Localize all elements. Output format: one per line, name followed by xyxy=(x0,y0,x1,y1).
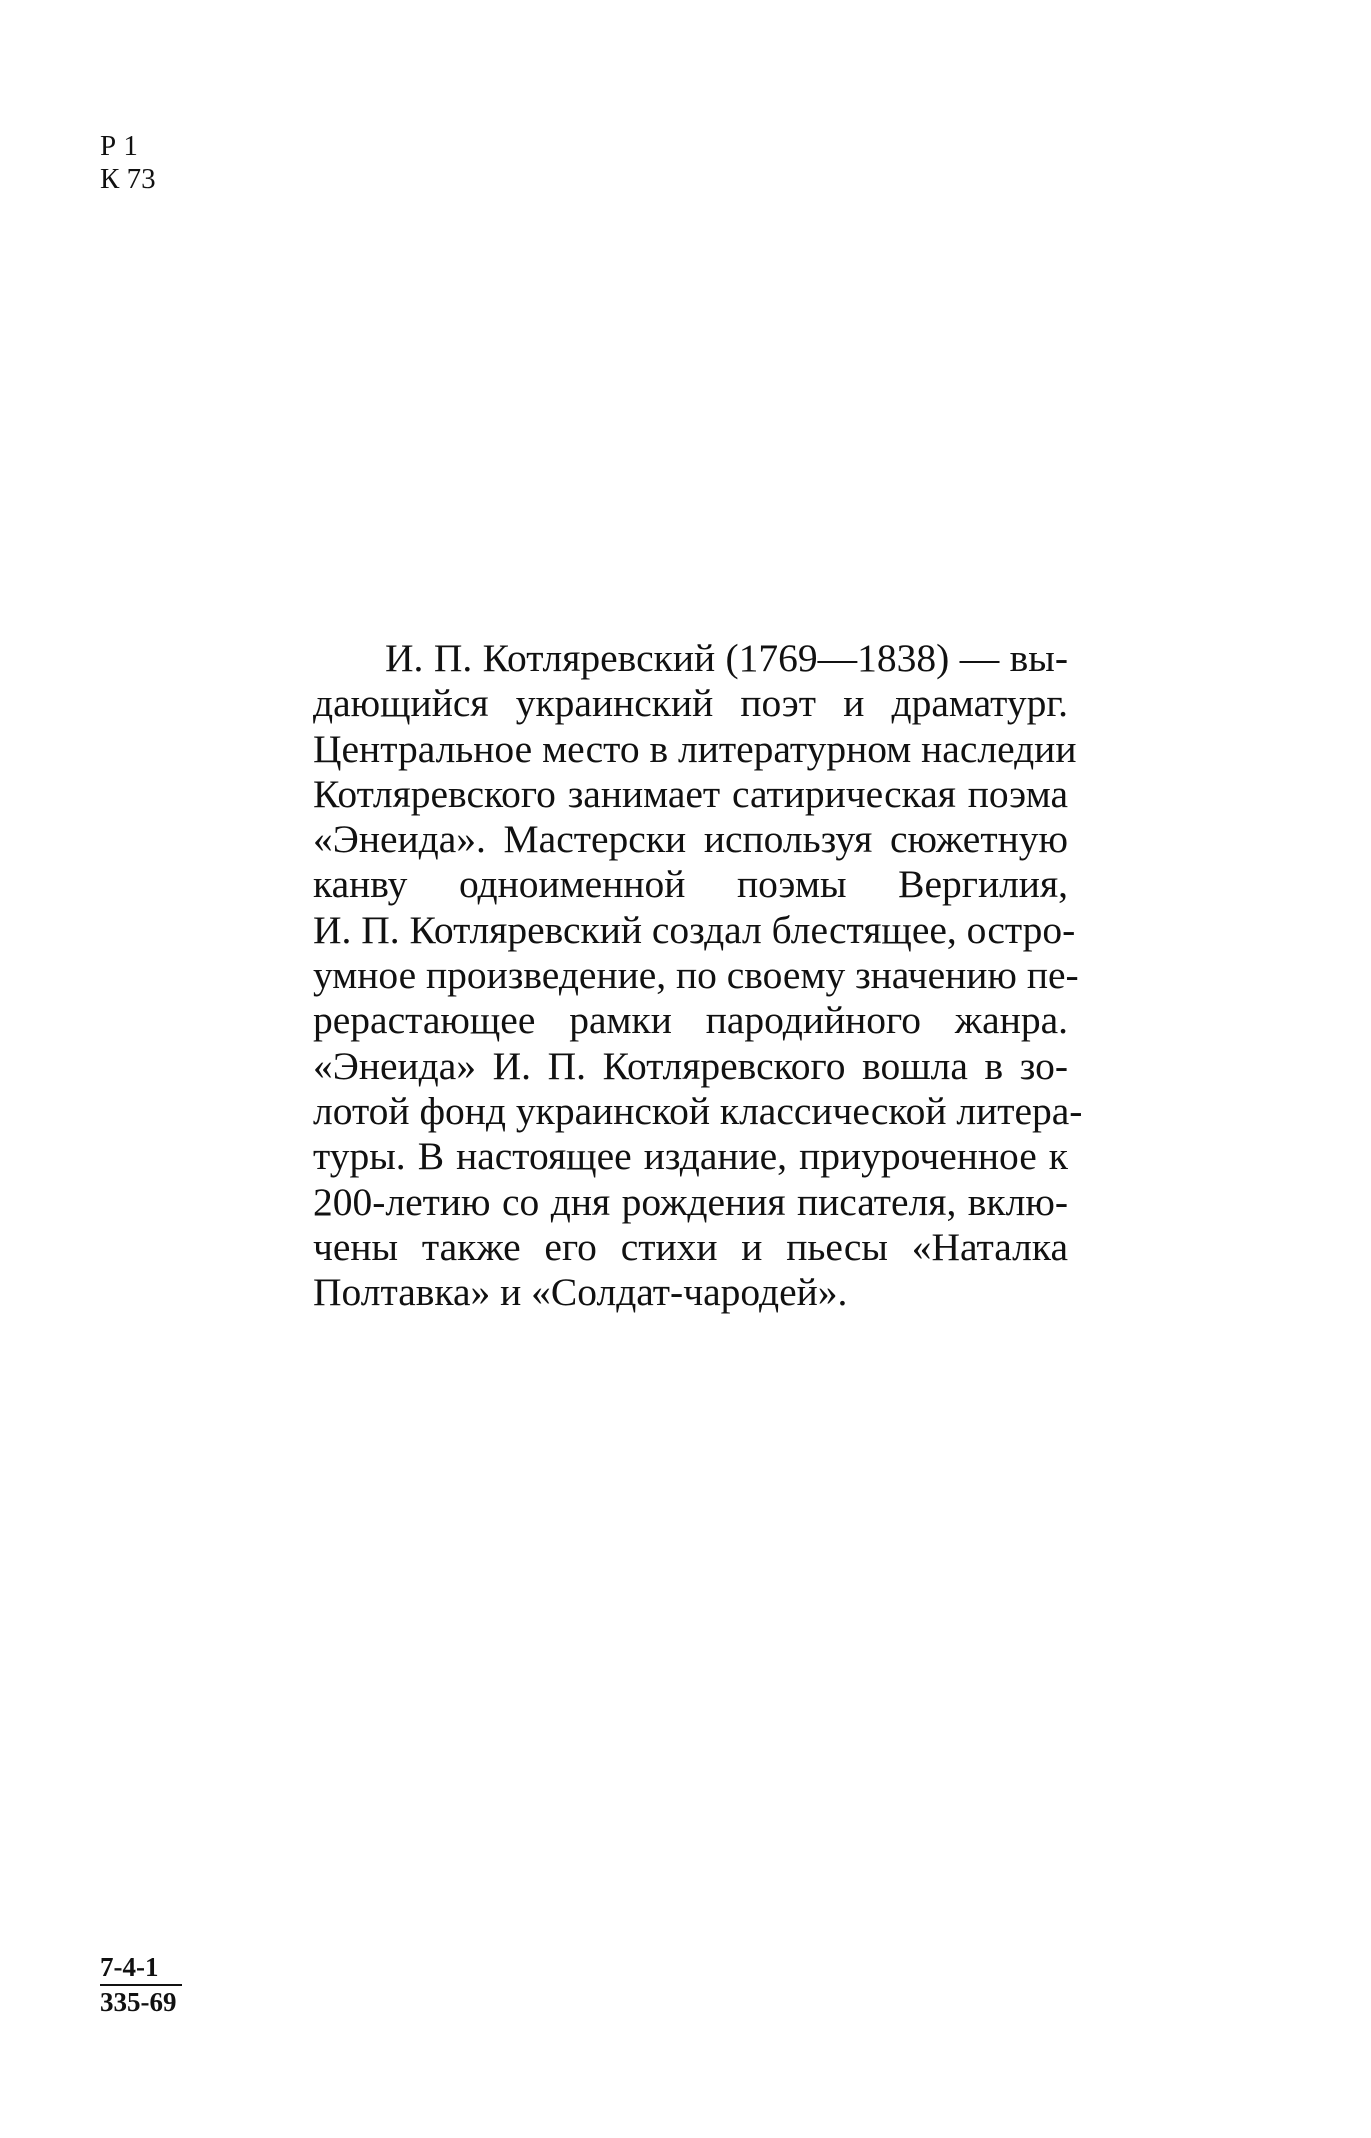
classification-line-1: Р 1 xyxy=(100,130,138,162)
classification-index xyxy=(100,130,156,196)
annotation-line: «Энеида» И. П. Котляревского вошла в зо- xyxy=(313,1043,1068,1088)
publication-code-denominator: 335-69 xyxy=(100,1987,177,2017)
publication-code xyxy=(100,1952,182,2018)
annotation-line: И. П. Котляревский (1769—1838) — вы- xyxy=(385,636,1068,680)
annotation-line: Котляревского занимает сатирическая поэма xyxy=(313,771,1068,816)
annotation-line: туры. В настоящее издание, приуроченное к xyxy=(313,1134,1068,1179)
book-annotation xyxy=(313,636,1083,1315)
annotation-line: лотой фонд украинской классической литера- xyxy=(313,1088,1083,1133)
annotation-line: рерастающее рамки пародийного жанра. xyxy=(313,998,1068,1043)
annotation-line: чены также его стихи и пьесы «Наталка xyxy=(313,1224,1068,1269)
annotation-line: «Энеида». Мастерски используя сюжетную xyxy=(313,817,1068,862)
annotation-line: умное произведение, по своему значению пе- xyxy=(313,953,1079,998)
annotation-line: 200-летию со дня рождения писателя, вклю- xyxy=(313,1179,1068,1224)
publication-code-numerator: 7-4-1 xyxy=(100,1952,182,1986)
annotation-line: Полтавка» и «Солдат-чародей». xyxy=(313,1270,848,1315)
classification-line-2: К 73 xyxy=(100,163,156,195)
annotation-line: канву одноименной поэмы Вергилия, xyxy=(313,862,1068,907)
annotation-line: Центральное место в литературном наследии xyxy=(313,726,1077,771)
annotation-line: дающийся украинский поэт и драматург. xyxy=(313,681,1068,726)
annotation-line: И. П. Котляревский создал блестящее, остро- xyxy=(313,907,1076,952)
